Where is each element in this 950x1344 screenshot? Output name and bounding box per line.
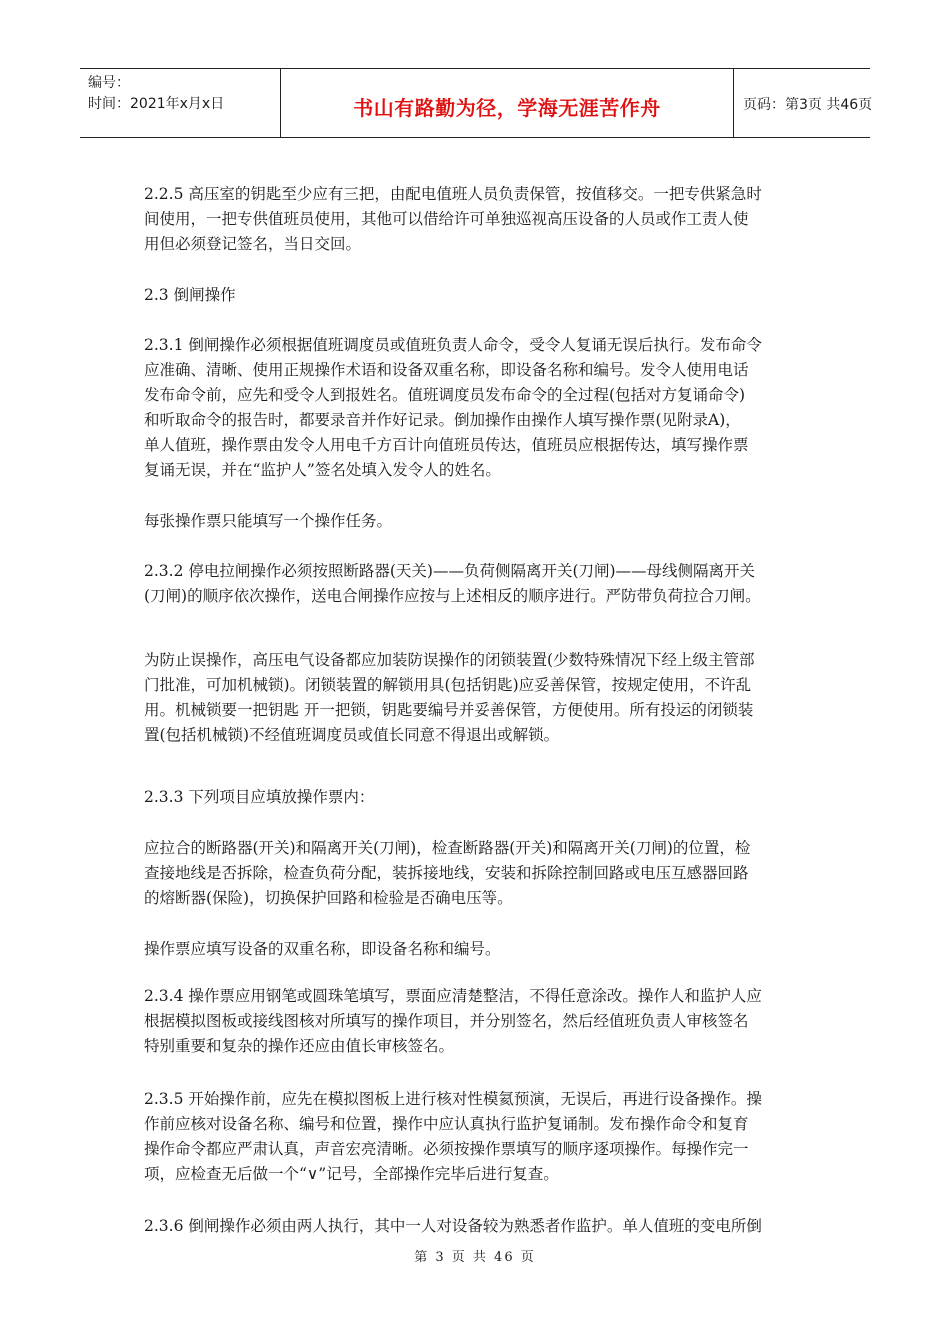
paragraph-line: 2.3.6 倒闸操作必须由两人执行，其中一人对设备较为熟悉者作监护。单人值班的变电所倒 <box>144 1217 762 1235</box>
document-date: 时间：2021年x月x日 <box>88 96 225 112</box>
motto-text: 书山有路勤为径，学海无涯苦作舟 <box>353 96 661 120</box>
paragraph-line: 发布命令前，应先和受令人到报姓名。值班调度员发布命令的全过程(包括对方复诵命令) <box>144 386 746 404</box>
paragraph-line: 单人值班，操作票由发令人用电千方百计向值班员传达，值班员应根据传达，填写操作票 <box>144 436 749 454</box>
paragraph <box>144 984 812 1059</box>
header-page-cell <box>733 69 873 137</box>
paragraph-line: 应拉合的断路器(开关)和隔离开关(刀闸)，检查断路器(开关)和隔离开关(刀闸)的位置，检 <box>144 839 751 857</box>
paragraph-line: 复诵无误，并在“监护人”签名处填入发令人的姓名。 <box>144 461 501 479</box>
document-code-label: 编号： <box>88 75 130 91</box>
page-footer: 第 3 页 共 46 页 <box>414 1250 536 1265</box>
header-info-cell <box>80 69 280 137</box>
paragraph <box>144 182 812 257</box>
paragraph-line: 门批准，可加机械锁)。闭锁装置的解锁用具(包括钥匙)应妥善保管，按规定使用，不许乱 <box>144 676 752 694</box>
paragraph <box>144 937 812 962</box>
paragraph-line: 和听取命令的报告时，都要录音并作好记录。倒加操作由操作人填写操作票(见附录A)， <box>144 411 741 429</box>
paragraph-line: 2.3.5 开始操作前，应先在模拟图板上进行核对性模氦预演，无误后，再进行设备操作。操 <box>144 1090 762 1108</box>
paragraph-line: 2.3 倒闸操作 <box>144 286 236 304</box>
paragraph-line: 用但必须登记签名，当日交回。 <box>144 235 362 253</box>
paragraph-line: 作前应核对设备名称、编号和位置，操作中应认真执行监护复诵制。发布操作命令和复育 <box>144 1115 749 1133</box>
paragraph-line: 项，应检查无后做一个“∨”记号，全部操作完毕后进行复查。 <box>144 1165 559 1183</box>
paragraph <box>144 836 812 911</box>
paragraph-line: 应准确、清晰、使用正规操作术语和设备双重名称，即设备名称和编号。发令人使用电话 <box>144 361 749 379</box>
paragraph <box>144 509 812 534</box>
paragraph <box>144 1087 812 1187</box>
paragraph <box>144 283 812 308</box>
paragraph <box>144 1214 812 1239</box>
paragraph-line: 2.3.1 倒闸操作必须根据值班调度员或值班负责人命令，受令人复诵无误后执行。发布命令 <box>144 336 762 354</box>
paragraph-line: 间使用，一把专供值班员使用，其他可以借给许可单独巡视高压设备的人员或作工责人使 <box>144 210 749 228</box>
paragraph-line: 每张操作票只能填写一个操作任务。 <box>144 512 393 530</box>
paragraph-line: 根据模拟图板或接线图核对所填写的操作项目，并分别签名，然后经值班负责人审核签名 <box>144 1012 749 1030</box>
paragraph-line: 2.2.5 高压室的钥匙至少应有三把，由配电值班人员负责保管，按值移交。一把专供紧急时 <box>144 185 762 203</box>
paragraph-line: (刀闸)的顺序依次操作，送电合闸操作应按与上述相反的顺序进行。严防带负荷拉合刀闸。 <box>144 587 761 605</box>
paragraph-line: 特别重要和复杂的操作还应由值长审核签名。 <box>144 1037 455 1055</box>
paragraph-line: 的熔断器(保险)，切换保护回路和检验是否确电压等。 <box>144 889 513 907</box>
paragraph-line: 2.3.4 操作票应用钢笔或圆珠笔填写，票面应清楚整洁，不得任意涂改。操作人和监护人应 <box>144 987 762 1005</box>
paragraph-line: 操作命令都应严肃认真，声音宏亮清晰。必须按操作票填写的顺序逐项操作。每操作完一 <box>144 1140 749 1158</box>
paragraph-line: 操作票应填写设备的双重名称，即设备名称和编号。 <box>144 940 501 958</box>
header-page-number: 页码：第3页 共46页 <box>743 97 873 113</box>
paragraph-line: 2.3.3 下列项目应填放操作票内： <box>144 788 375 806</box>
paragraph-line: 用。机械锁要一把钥匙 开一把锁，钥匙要编号并妥善保管，方便使用。所有投运的闭锁装 <box>144 701 754 719</box>
header-motto-cell <box>280 69 734 137</box>
page-header <box>80 68 873 138</box>
paragraph <box>144 333 812 483</box>
paragraph <box>144 785 812 810</box>
paragraph-line: 为防止误操作，高压电气设备都应加装防误操作的闭锁装置(少数特殊情况下经上级主管部 <box>144 651 755 669</box>
paragraph-line: 置(包括机械锁)不经值班调度员或值长同意不得退出或解锁。 <box>144 726 560 744</box>
paragraph-line: 2.3.2 停电拉闸操作必须按照断路器(天关)——负荷侧隔离开关(刀闸)——母线侧隔离开关 <box>144 562 756 580</box>
paragraph-line: 查接地线是否拆除，检查负荷分配，装拆接地线，安装和拆除控制回路或电压互感器回路 <box>144 864 749 882</box>
paragraph <box>144 648 812 748</box>
paragraph <box>144 559 812 609</box>
